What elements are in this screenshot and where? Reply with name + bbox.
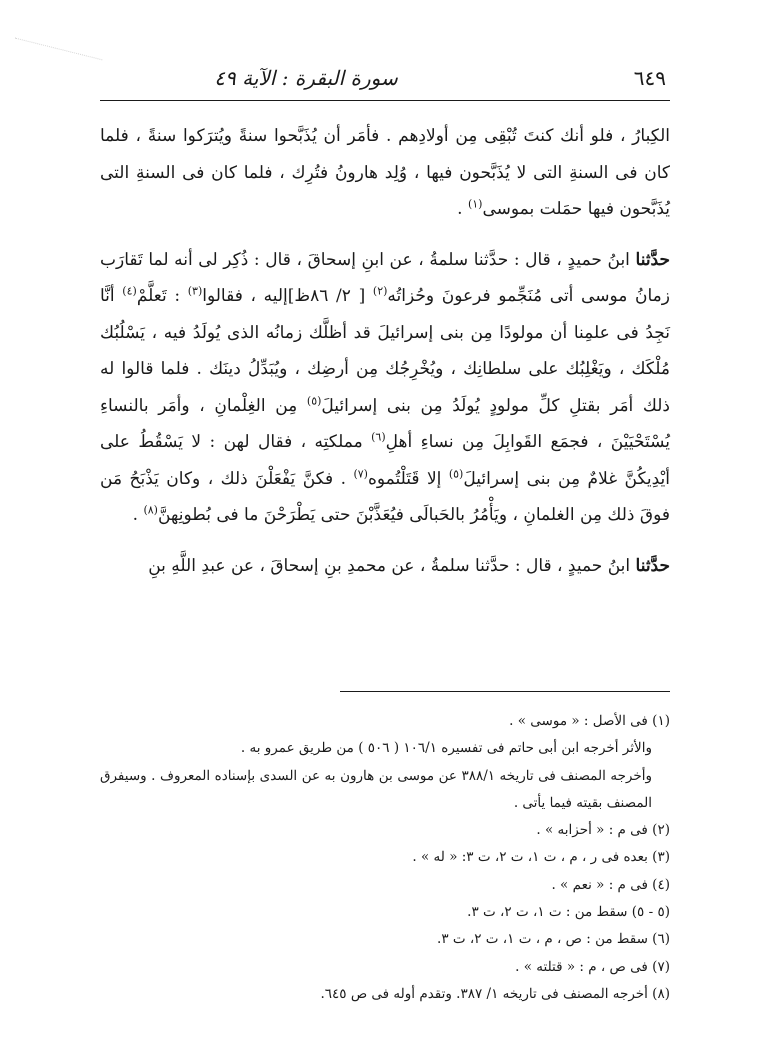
footnote-3: (٣) بعده فى ر ، م ، ت ١، ت ٢، ت ٣: « له » . (412, 849, 670, 866)
paragraph-2-end: . (132, 505, 144, 525)
running-title: سورة البقرة : الآية ٤٩ (214, 66, 398, 90)
footnote-ref-8: (٨) (143, 503, 158, 517)
footnote-1-continued: وأخرجه المصنف فى تاريخه ٣٨٨/١ عن موسى بن هارون به عن السدى بإسناده المعروف . وسيفرق المصنف بقيته فيما يأتى . (100, 767, 652, 811)
header-rule (100, 100, 670, 101)
footnote-1-continued: والأثر أخرجه ابن أبى حاتم فى تفسيره ١٠٦/١ ( ٥٠٦ ) من طريق عمرو به . (240, 740, 652, 757)
footnote-separator (340, 691, 670, 692)
paragraph-3-text: ابنُ حميدٍ ، قال : حدَّثنا سلمةُ ، عن محمدِ بنِ إسحاقَ ، عن عبدِ اللَّهِ بنِ (148, 555, 636, 576)
paragraph-2-text-6: مملكتِه ، فقال لهن : لا يَسْقُطُ على أيْدِيكُنَّ غلامٌ مِن بنى إسرائيلَ (100, 432, 670, 489)
scan-artifact (8, 38, 103, 90)
paragraph-1-end: . (457, 199, 468, 219)
footnote-ref-3: (٣) (187, 284, 203, 298)
page-number: ٦٤٩ (633, 66, 666, 90)
paragraph-2 (100, 242, 670, 534)
page-header (96, 56, 666, 96)
footnote-7: (٧) فى ص ، م : « قتلته » . (515, 958, 670, 975)
paragraph-2-text-4: أنَّا نَجِدُ فى علمِنا أن مولودًا مِن بنى إسرائيلَ قد أظلَّك زمانُه الذى يُولَدُ فيه ، يَسْلُبُك مُلْكَك ، ويَغْلِبُك على سلطانِك ، ويُخْرِجُك مِن أرضِك ، ويُبَدِّلُ دينَك . فلما قالوا له ذلك أمَر بقتلِ كلِّ مولودٍ يُولَدُ مِن بنى إسرائيلَ (100, 286, 670, 416)
paragraph-2-text-1: ابنُ حميدٍ ، قال : حدَّثنا سلمةُ ، عن ابنِ إسحاقَ ، قال : ذُكِر لى أنه لما تَقارَب زمانُ موسى أتى مُنَجِّمو فرعونَ وحُزاتُه (100, 249, 670, 306)
footnote-ref-6: (٦) (371, 430, 386, 444)
paragraph-3 (100, 548, 670, 585)
paragraph-2-lead: حدَّثنا (635, 249, 670, 270)
footnotes (100, 708, 670, 1008)
paragraph-2-text-8: . فكنَّ يَفْعَلْنَ ذلك ، وكان يَذْبَحُ مَن فوقَ ذلك مِن الغلمانِ ، ويَأْمُرُ بالحَبالَى فيُعَذَّبْنَ حتى يَطْرَحْنَ ما فى بُطونِهنَّ (100, 468, 670, 525)
main-text (100, 118, 670, 584)
paragraph-3-lead: حدَّثنا (635, 555, 670, 576)
paragraph-2-text-7: إلا قَتَلْتُموه (367, 468, 449, 489)
paragraph-2-text-5: مِن الغِلْمانِ ، وأمَر بالنساءِ يُسْتَحْيَيْنَ ، فجمَع القَوابِلَ مِن نساءِ أهلِ (100, 395, 670, 452)
paragraph-2-text-2: [ ٢/ ٨٦ظ]إليه ، فقالوا (202, 286, 373, 306)
footnote-ref-5-open: (٥) (306, 393, 322, 407)
paragraph-2-text-3: : تَعلَّمْ (136, 286, 188, 306)
footnote-ref-2: (٢) (372, 284, 388, 298)
footnote-ref-5-close: (٥) (448, 466, 464, 480)
paragraph-1-text: الكِبارُ ، فلو أنك كنتَ تُبْقِى مِن أولادِهم . فأمَر أن يُذَبَّحوا سنةً ويُترَكوا سنةً ، فلما كان فى السنةِ التى لا يُذَبَّحون فيها ، وُلِد هارونُ فتُرِك ، فلما كان فى السنةِ التى يُذَبَّحون فيها حمَلت بموسى (100, 126, 670, 219)
footnote-ref-7: (٧) (353, 466, 368, 480)
footnote-8: (٨) أخرجه المصنف فى تاريخه ١/ ٣٨٧. وتقدم أوله فى ص ٦٤٥. (320, 985, 670, 1002)
footnote-5: (٥ - ٥) سقط من : ت ١، ت ٢، ت ٣. (467, 904, 670, 921)
footnote-4: (٤) فى م : « نعم » . (551, 876, 670, 893)
footnote-ref-4: (٤) (122, 284, 137, 298)
footnote-2: (٢) فى م : « أحزابه » . (536, 822, 670, 839)
footnote-1: (١) فى الأصل : « موسى » . (509, 713, 670, 729)
footnote-6: (٦) سقط من : ص ، م ، ت ١، ت ٢، ت ٣. (437, 931, 670, 948)
footnote-ref-1: (١) (467, 197, 483, 211)
paragraph-1 (100, 118, 670, 228)
